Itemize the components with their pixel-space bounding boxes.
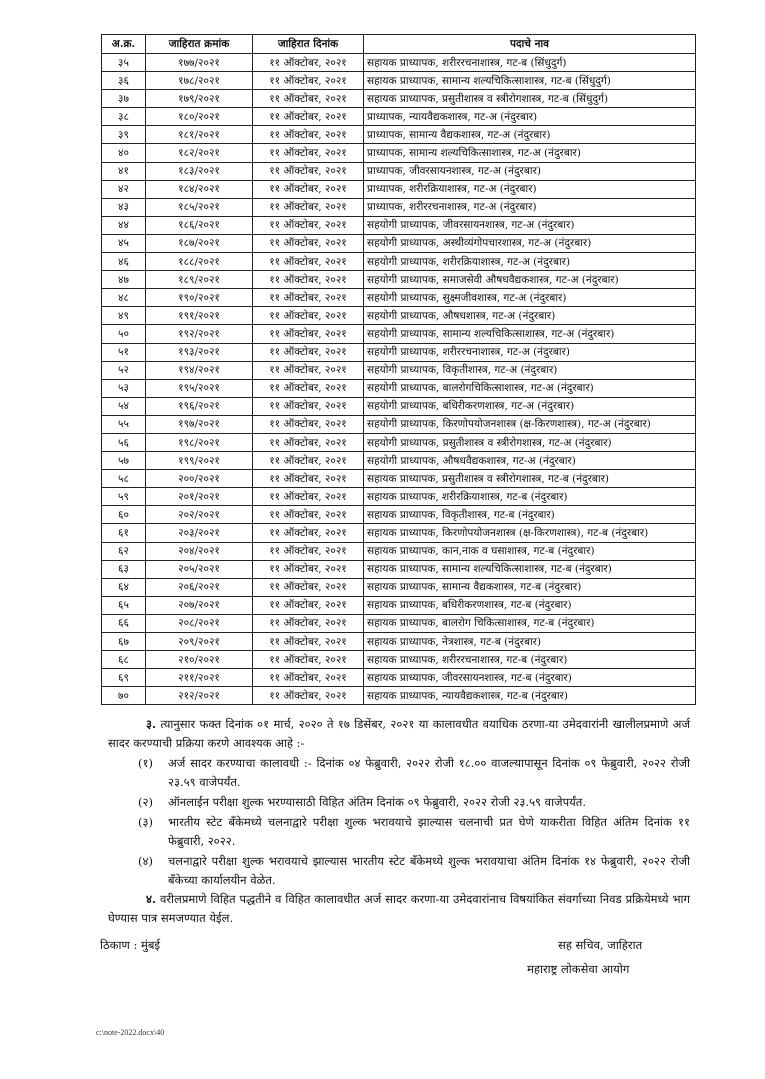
table-row xyxy=(102,271,696,289)
ad-number-cell: २०४/२०२१ xyxy=(146,542,253,560)
post-name-cell: सहयोगी प्राध्यापक, सामान्य शल्यचिकित्साशास्त्र, गट-अ (नंदुरबार) xyxy=(364,325,696,343)
serial-cell: ६७ xyxy=(102,633,146,651)
serial-cell: ६६ xyxy=(102,614,146,632)
table-row xyxy=(102,524,696,542)
ad-number-cell: १९२/२०२१ xyxy=(146,325,253,343)
table-row xyxy=(102,289,696,307)
post-name-cell: सहयोगी प्राध्यापक, बालरोगचिकित्साशास्त्र, गट-अ (नंदुरबार) xyxy=(364,379,696,397)
serial-cell: ३८ xyxy=(102,108,146,126)
post-name-cell: प्राध्यापक, शरीररचनाशास्त्र, गट-अ (नंदुरबार) xyxy=(364,198,696,216)
table-row xyxy=(102,614,696,632)
serial-cell: ३५ xyxy=(102,54,146,72)
serial-cell: ४३ xyxy=(102,198,146,216)
serial-cell: ६४ xyxy=(102,578,146,596)
ad-number-cell: १७८/२०२१ xyxy=(146,72,253,90)
ad-number-cell: २०९/२०२१ xyxy=(146,633,253,651)
post-name-cell: सहयोगी प्राध्यापक, प्रसुतीशास्त्र व स्त्रीरोगशास्त्र, गट-अ (नंदुरबार) xyxy=(364,433,696,451)
ad-number-cell: २११/२०२१ xyxy=(146,669,253,687)
ad-date-cell: ११ ऑक्टोबर, २०२१ xyxy=(253,234,364,252)
ad-date-cell: ११ ऑक्टोबर, २०२१ xyxy=(253,271,364,289)
list-item xyxy=(138,793,690,812)
item-2-text: ऑनलाईन परीक्षा शुल्क भरण्यासाठी विहित अंतिम दिनांक ०९ फेब्रुवारी, २०२२ रोजी २३.५९ वाजेपर्यंत. xyxy=(168,795,586,809)
serial-cell: ५० xyxy=(102,325,146,343)
paragraph-4-number: ४. xyxy=(146,892,156,906)
table-row xyxy=(102,90,696,108)
ad-date-cell: ११ ऑक्टोबर, २०२१ xyxy=(253,72,364,90)
ad-date-cell: ११ ऑक्टोबर, २०२१ xyxy=(253,307,364,325)
ad-date-cell: ११ ऑक्टोबर, २०२१ xyxy=(253,216,364,234)
header-ad-date: जाहिरात दिनांक xyxy=(253,35,364,54)
ad-date-cell: ११ ऑक्टोबर, २०२१ xyxy=(253,144,364,162)
ad-number-cell: १९१/२०२१ xyxy=(146,307,253,325)
ad-number-cell: १७७/२०२१ xyxy=(146,54,253,72)
serial-cell: ४५ xyxy=(102,234,146,252)
serial-cell: ६३ xyxy=(102,560,146,578)
post-name-cell: सहयोगी प्राध्यापक, समाजसेवी औषधवैद्यकशास्त्र, गट-अ (नंदुरबार) xyxy=(364,271,696,289)
serial-cell: ६१ xyxy=(102,524,146,542)
post-name-cell: सहयोगी प्राध्यापक, शरीरक्रियाशास्त्र, गट-अ (नंदुरबार) xyxy=(364,253,696,271)
serial-cell: ६८ xyxy=(102,651,146,669)
ad-date-cell: ११ ऑक्टोबर, २०२१ xyxy=(253,687,364,705)
ad-number-cell: २०३/२०२१ xyxy=(146,524,253,542)
ad-number-cell: १८५/२०२१ xyxy=(146,198,253,216)
paragraph-4 xyxy=(108,890,690,928)
post-name-cell: सहयोगी प्राध्यापक, औषधशास्त्र, गट-अ (नंदुरबार) xyxy=(364,307,696,325)
post-name-cell: सहायक प्राध्यापक, बधिरीकरणशास्त्र, गट-ब (नंदुरबार) xyxy=(364,596,696,614)
post-name-cell: सहायक प्राध्यापक, सामान्य शल्यचिकित्साशास्त्र, गट-ब (नंदुरबार) xyxy=(364,560,696,578)
post-name-cell: सहायक प्राध्यापक, कान,नाक व घसाशास्त्र, गट-ब (नंदुरबार) xyxy=(364,542,696,560)
ad-number-cell: २०६/२०२१ xyxy=(146,578,253,596)
ad-date-cell: ११ ऑक्टोबर, २०२१ xyxy=(253,415,364,433)
post-name-cell: सहयोगी प्राध्यापक, सुक्ष्मजीवशास्त्र, गट-अ (नंदुरबार) xyxy=(364,289,696,307)
ad-date-cell: ११ ऑक्टोबर, २०२१ xyxy=(253,253,364,271)
ad-number-cell: १८८/२०२१ xyxy=(146,253,253,271)
ad-number-cell: १८४/२०२१ xyxy=(146,180,253,198)
ad-date-cell: ११ ऑक्टोबर, २०२१ xyxy=(253,198,364,216)
ad-number-cell: २०५/२०२१ xyxy=(146,560,253,578)
item-1-number: (१) xyxy=(138,756,153,770)
serial-cell: ६२ xyxy=(102,542,146,560)
ad-number-cell: २००/२०२१ xyxy=(146,470,253,488)
ad-date-cell: ११ ऑक्टोबर, २०२१ xyxy=(253,614,364,632)
signature-designation: सह सचिव, जाहिरात xyxy=(558,938,643,952)
ad-date-cell: ११ ऑक्टोबर, २०२१ xyxy=(253,162,364,180)
post-name-cell: सहायक प्राध्यापक, विकृतीशास्त्र, गट-ब (नंदुरबार) xyxy=(364,506,696,524)
ad-number-cell: १८३/२०२१ xyxy=(146,162,253,180)
table-body xyxy=(102,54,696,705)
table-row xyxy=(102,72,696,90)
post-name-cell: सहायक प्राध्यापक, बालरोग चिकित्साशास्त्र, गट-ब (नंदुरबार) xyxy=(364,614,696,632)
serial-cell: ४२ xyxy=(102,180,146,198)
table-row xyxy=(102,560,696,578)
post-name-cell: सहयोगी प्राध्यापक, किरणोपयोजनशास्त्र (क्ष-किरणशास्त्र), गट-अ (नंदुरबार) xyxy=(364,415,696,433)
table-row xyxy=(102,669,696,687)
paragraph-3-text: त्यानुसार फक्त दिनांक ०१ मार्च, २०२० ते १७ डिसेंबर, २०२१ या कालावधीत वयाधिक ठरणा-या उमेदवारांनी खालीलप्रमाणे अर्ज सादर करण्याची प्रक्रिया करणे आवश्यक आहे :- xyxy=(108,717,690,750)
ad-number-cell: १९८/२०२१ xyxy=(146,433,253,451)
table-row xyxy=(102,253,696,271)
ad-number-cell: १९४/२०२१ xyxy=(146,361,253,379)
table-row xyxy=(102,506,696,524)
serial-cell: ५७ xyxy=(102,452,146,470)
table-row xyxy=(102,578,696,596)
ad-number-cell: १८२/२०२१ xyxy=(146,144,253,162)
header-post-name: पदाचे नाव xyxy=(364,35,696,54)
post-name-cell: सहायक प्राध्यापक, किरणोपयोजनशास्त्र (क्ष-किरणशास्त्र), गट-ब (नंदुरबार) xyxy=(364,524,696,542)
serial-cell: ३९ xyxy=(102,126,146,144)
serial-cell: ४७ xyxy=(102,271,146,289)
ad-number-cell: १९६/२०२१ xyxy=(146,397,253,415)
serial-cell: ४४ xyxy=(102,216,146,234)
post-name-cell: सहयोगी प्राध्यापक, अस्थीव्यंगोपचारशास्त्र, गट-अ (नंदुरबार) xyxy=(364,234,696,252)
footer-file-path: c:\note-2022.docx\40 xyxy=(96,1028,165,1037)
item-1-text: अर्ज सादर करण्याचा कालावधी :- दिनांक ०४ फेब्रुवारी, २०२२ रोजी १८.०० वाजल्यापासून दिनांक ०९ फेब्रुवारी, २०२२ रोजी २३.५९ वाजेपर्यंत. xyxy=(168,756,690,789)
ad-date-cell: ११ ऑक्टोबर, २०२१ xyxy=(253,560,364,578)
post-name-cell: सहायक प्राध्यापक, शरीररचनाशास्त्र, गट-ब (नंदुरबार) xyxy=(364,651,696,669)
ad-number-cell: १९५/२०२१ xyxy=(146,379,253,397)
post-name-cell: सहायक प्राध्यापक, शरीररचनाशास्त्र, गट-ब (सिंधुदुर्ग) xyxy=(364,54,696,72)
ad-number-cell: १९७/२०२१ xyxy=(146,415,253,433)
ad-number-cell: १९०/२०२१ xyxy=(146,289,253,307)
post-name-cell: सहयोगी प्राध्यापक, जीवरसायनशास्त्र, गट-अ (नंदुरबार) xyxy=(364,216,696,234)
post-name-cell: प्राध्यापक, जीवरसायनशास्त्र, गट-अ (नंदुरबार) xyxy=(364,162,696,180)
ad-number-cell: २०८/२०२१ xyxy=(146,614,253,632)
table-row xyxy=(102,633,696,651)
post-name-cell: सहयोगी प्राध्यापक, बधिरीकरणशास्त्र, गट-अ (नंदुरबार) xyxy=(364,397,696,415)
post-name-cell: सहायक प्राध्यापक, नेत्रशास्त्र, गट-ब (नंदुरबार) xyxy=(364,633,696,651)
ad-number-cell: २१२/२०२१ xyxy=(146,687,253,705)
item-3-number: (३) xyxy=(138,815,153,829)
paragraph-4-text: वरीलप्रमाणे विहित पद्धतीने व विहित कालावधीत अर्ज सादर करणा-या उमेदवारांनाच विषयांकित संवर्गाच्या निवड प्रक्रियेमध्ये भाग घेण्यास पात्र समजण्यात येईल. xyxy=(108,892,690,925)
ad-number-cell: १८६/२०२१ xyxy=(146,216,253,234)
post-name-cell: प्राध्यापक, शरीरक्रियाशास्त्र, गट-अ (नंदुरबार) xyxy=(364,180,696,198)
post-name-cell: सहयोगी प्राध्यापक, शरीररचनाशास्त्र, गट-अ (नंदुरबार) xyxy=(364,343,696,361)
ad-date-cell: ११ ऑक्टोबर, २०२१ xyxy=(253,90,364,108)
ad-date-cell: ११ ऑक्टोबर, २०२१ xyxy=(253,542,364,560)
ad-number-cell: १८०/२०२१ xyxy=(146,108,253,126)
advertisement-table xyxy=(101,34,696,705)
serial-cell: ३६ xyxy=(102,72,146,90)
header-serial: अ.क्र. xyxy=(102,35,146,54)
post-name-cell: सहायक प्राध्यापक, सामान्य शल्यचिकित्साशास्त्र, गट-ब (सिंधुदुर्ग) xyxy=(364,72,696,90)
table-row xyxy=(102,596,696,614)
table-row xyxy=(102,452,696,470)
post-name-cell: सहायक प्राध्यापक, प्रसुतीशास्त्र व स्त्रीरोगशास्त्र, गट-ब (सिंधुदुर्ग) xyxy=(364,90,696,108)
ad-number-cell: २०७/२०२१ xyxy=(146,596,253,614)
table-row xyxy=(102,234,696,252)
table-row xyxy=(102,415,696,433)
list-item xyxy=(138,754,690,792)
post-name-cell: सहायक प्राध्यापक, न्यायवैद्यकशास्त्र, गट-ब (नंदुरबार) xyxy=(364,687,696,705)
post-name-cell: सहायक प्राध्यापक, सामान्य वैद्यकशास्त्र, गट-ब (नंदुरबार) xyxy=(364,578,696,596)
place: ठिकाण : मुंबई xyxy=(100,938,161,952)
table-row xyxy=(102,54,696,72)
ad-date-cell: ११ ऑक्टोबर, २०२१ xyxy=(253,452,364,470)
ad-date-cell: ११ ऑक्टोबर, २०२१ xyxy=(253,379,364,397)
table-row xyxy=(102,216,696,234)
item-4-number: (४) xyxy=(138,854,153,868)
ad-number-cell: २१०/२०२१ xyxy=(146,651,253,669)
post-name-cell: प्राध्यापक, सामान्य वैद्यकशास्त्र, गट-अ (नंदुरबार) xyxy=(364,126,696,144)
serial-cell: ४१ xyxy=(102,162,146,180)
ad-date-cell: ११ ऑक्टोबर, २०२१ xyxy=(253,651,364,669)
serial-cell: ५५ xyxy=(102,415,146,433)
table-header-row xyxy=(102,35,696,54)
serial-cell: ४० xyxy=(102,144,146,162)
ad-number-cell: १८७/२०२१ xyxy=(146,234,253,252)
table-row xyxy=(102,397,696,415)
post-name-cell: सहायक प्राध्यापक, प्रसुतीशास्त्र व स्त्रीरोगशास्त्र, गट-ब (नंदुरबार) xyxy=(364,470,696,488)
item-3-text: भारतीय स्टेट बँकेमध्ये चलनाद्वारे परीक्षा शुल्क भरावयाचे झाल्यास चलनाची प्रत घेणे याकरीता विहित अंतिम दिनांक ११ फेब्रुवारी, २०२२. xyxy=(168,815,690,848)
serial-cell: ४९ xyxy=(102,307,146,325)
serial-cell: ५३ xyxy=(102,379,146,397)
table-row xyxy=(102,325,696,343)
ad-date-cell: ११ ऑक्टोबर, २०२१ xyxy=(253,669,364,687)
serial-cell: ५२ xyxy=(102,361,146,379)
header-ad-number: जाहिरात क्रमांक xyxy=(146,35,253,54)
serial-cell: ६० xyxy=(102,506,146,524)
ad-number-cell: १८१/२०२१ xyxy=(146,126,253,144)
table-row xyxy=(102,144,696,162)
list-item xyxy=(138,852,690,890)
ad-date-cell: ११ ऑक्टोबर, २०२१ xyxy=(253,633,364,651)
ad-date-cell: ११ ऑक्टोबर, २०२१ xyxy=(253,397,364,415)
ad-date-cell: ११ ऑक्टोबर, २०२१ xyxy=(253,325,364,343)
table-row xyxy=(102,162,696,180)
ad-date-cell: ११ ऑक्टोबर, २०२१ xyxy=(253,54,364,72)
table-row xyxy=(102,433,696,451)
table-row xyxy=(102,307,696,325)
paragraph-3-number: ३. xyxy=(146,717,156,731)
table-row xyxy=(102,180,696,198)
ad-number-cell: १८९/२०२१ xyxy=(146,271,253,289)
ad-date-cell: ११ ऑक्टोबर, २०२१ xyxy=(253,108,364,126)
serial-cell: ५६ xyxy=(102,433,146,451)
ad-date-cell: ११ ऑक्टोबर, २०२१ xyxy=(253,126,364,144)
post-name-cell: सहायक प्राध्यापक, शरीरक्रियाशास्त्र, गट-ब (नंदुरबार) xyxy=(364,488,696,506)
ad-number-cell: २०२/२०२१ xyxy=(146,506,253,524)
serial-cell: ६५ xyxy=(102,596,146,614)
table-row xyxy=(102,343,696,361)
ad-number-cell: १९३/२०२१ xyxy=(146,343,253,361)
ad-number-cell: १९९/२०२१ xyxy=(146,452,253,470)
serial-cell: ४८ xyxy=(102,289,146,307)
table-row xyxy=(102,108,696,126)
ad-date-cell: ११ ऑक्टोबर, २०२१ xyxy=(253,524,364,542)
table-row xyxy=(102,126,696,144)
ad-date-cell: ११ ऑक्टोबर, २०२१ xyxy=(253,433,364,451)
serial-cell: ७० xyxy=(102,687,146,705)
post-name-cell: सहायक प्राध्यापक, जीवरसायनशास्त्र, गट-ब (नंदुरबार) xyxy=(364,669,696,687)
paragraph-3 xyxy=(108,715,690,753)
table-row xyxy=(102,687,696,705)
ad-date-cell: ११ ऑक्टोबर, २०२१ xyxy=(253,488,364,506)
table-row xyxy=(102,379,696,397)
ad-date-cell: ११ ऑक्टोबर, २०२१ xyxy=(253,361,364,379)
table-row xyxy=(102,198,696,216)
table-row xyxy=(102,470,696,488)
post-name-cell: प्राध्यापक, न्यायवैद्यकशास्त्र, गट-अ (नंदुरबार) xyxy=(364,108,696,126)
ad-number-cell: २०१/२०२१ xyxy=(146,488,253,506)
ad-date-cell: ११ ऑक्टोबर, २०२१ xyxy=(253,180,364,198)
serial-cell: ५४ xyxy=(102,397,146,415)
table-row xyxy=(102,542,696,560)
ad-number-cell: १७९/२०२१ xyxy=(146,90,253,108)
ad-date-cell: ११ ऑक्टोबर, २०२१ xyxy=(253,578,364,596)
serial-cell: ३७ xyxy=(102,90,146,108)
ad-date-cell: ११ ऑक्टोबर, २०२१ xyxy=(253,506,364,524)
post-name-cell: सहयोगी प्राध्यापक, विकृतीशास्त्र, गट-अ (नंदुरबार) xyxy=(364,361,696,379)
table-row xyxy=(102,651,696,669)
serial-cell: ५१ xyxy=(102,343,146,361)
serial-cell: ४६ xyxy=(102,253,146,271)
ad-date-cell: ११ ऑक्टोबर, २०२१ xyxy=(253,470,364,488)
post-name-cell: प्राध्यापक, सामान्य शल्यचिकित्साशास्त्र, गट-अ (नंदुरबार) xyxy=(364,144,696,162)
post-name-cell: सहयोगी प्राध्यापक, औषधवैद्यकशास्त्र, गट-अ (नंदुरबार) xyxy=(364,452,696,470)
ad-date-cell: ११ ऑक्टोबर, २०२१ xyxy=(253,596,364,614)
item-2-number: (२) xyxy=(138,795,153,809)
table-row xyxy=(102,361,696,379)
signature-office: महाराष्ट्र लोकसेवा आयोग xyxy=(527,962,630,976)
table-row xyxy=(102,488,696,506)
serial-cell: ५९ xyxy=(102,488,146,506)
serial-cell: ५८ xyxy=(102,470,146,488)
ad-date-cell: ११ ऑक्टोबर, २०२१ xyxy=(253,343,364,361)
ad-date-cell: ११ ऑक्टोबर, २०२१ xyxy=(253,289,364,307)
list-item xyxy=(138,813,690,851)
serial-cell: ६९ xyxy=(102,669,146,687)
item-4-text: चलनाद्वारे परीक्षा शुल्क भरावयाचे झाल्यास भारतीय स्टेट बँकेमध्ये शुल्क भरावयाचा अंतिम दिनांक १४ फेब्रुवारी, २०२२ रोजी बँकेच्या कार्यालयीन वेळेत. xyxy=(168,854,690,887)
